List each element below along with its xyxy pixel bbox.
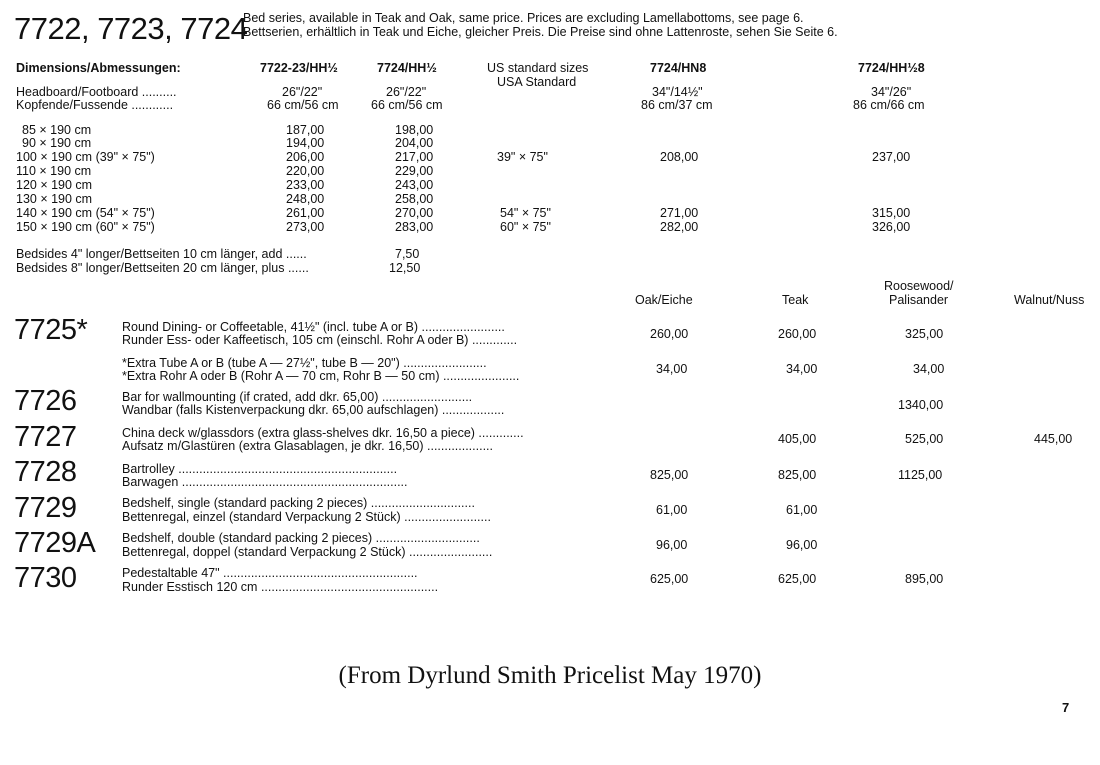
price-oak: 61,00 (656, 503, 688, 517)
bed-price-d: 326,00 (872, 220, 911, 234)
item-desc-de: Bettenregal, doppel (standard Verpackung 2 Stück) ........................ (122, 545, 493, 559)
price-rosewood: 895,00 (905, 572, 944, 586)
header-line-en: Bed series, available in Teak and Oak, same price. Prices are excluding Lamellabottoms, see page 6. (243, 11, 804, 25)
item-desc-en: Bar for wallmounting (if crated, add dkr. 65,00) .......................... (122, 390, 473, 404)
bed-size: 120 × 190 cm (16, 178, 93, 192)
bed-us-size: 54" × 75" (500, 206, 551, 220)
us-sizes-header: US standard sizes (487, 61, 589, 75)
bedsides-8-price: 12,50 (389, 261, 421, 275)
kopfende-d: 86 cm/66 cm (853, 98, 925, 112)
bed-price-a: 220,00 (286, 164, 325, 178)
oak-header: Oak/Eiche (635, 293, 693, 307)
item-desc-de: Aufsatz m/Glastüren (extra Glasablagen, je dkr. 16,50) ................... (122, 439, 493, 453)
headboard-c: 34"/14½" (652, 85, 703, 99)
bed-price-b: 198,00 (395, 123, 434, 137)
bed-price-b: 204,00 (395, 136, 434, 150)
rosewood-header: Roosewood/ (884, 279, 954, 293)
bedsides-8-label: Bedsides 8" longer/Bettseiten 20 cm länger, plus ...... (16, 261, 309, 275)
item-number: 7725* (14, 314, 88, 346)
col-7724hh8-header: 7724/HH½8 (858, 61, 925, 75)
item-number: 7728 (14, 456, 77, 488)
item-desc-de: Wandbar (falls Kistenverpackung dkr. 65,00 aufschlagen) .................. (122, 403, 505, 417)
bed-price-b: 243,00 (395, 178, 434, 192)
item-desc-de: Bettenregal, einzel (standard Verpackung 2 Stück) ......................... (122, 510, 491, 524)
price-teak: 96,00 (786, 538, 818, 552)
item-desc-de: *Extra Rohr A oder B (Rohr A — 70 cm, Rohr B — 50 cm) ...................... (122, 369, 520, 383)
bed-price-a: 206,00 (286, 150, 325, 164)
price-teak: 34,00 (786, 362, 818, 376)
bed-price-c: 282,00 (660, 220, 699, 234)
price-teak: 625,00 (778, 572, 817, 586)
price-teak: 825,00 (778, 468, 817, 482)
price-oak: 34,00 (656, 362, 688, 376)
headboard-a: 26"/22" (282, 85, 323, 99)
item-desc-en: China deck w/glassdors (extra glass-shelves dkr. 16,50 a piece) ............. (122, 426, 524, 440)
bed-price-a: 248,00 (286, 192, 325, 206)
headboard-d: 34"/26" (871, 85, 912, 99)
bed-size: 100 × 190 cm (39" × 75") (16, 150, 155, 164)
price-oak: 96,00 (656, 538, 688, 552)
usa-standard-header: USA Standard (497, 75, 577, 89)
price-oak: 260,00 (650, 327, 689, 341)
item-desc-de: Runder Ess- oder Kaffeetisch, 105 cm (einschl. Rohr A oder B) ............. (122, 333, 518, 347)
kopfende-a: 66 cm/56 cm (267, 98, 339, 112)
col-7724hn8-header: 7724/HN8 (650, 61, 707, 75)
bed-price-b: 258,00 (395, 192, 434, 206)
bed-size: 85 × 190 cm (22, 123, 92, 137)
kopfende-b: 66 cm/56 cm (371, 98, 443, 112)
bed-price-c: 271,00 (660, 206, 699, 220)
price-rosewood: 325,00 (905, 327, 944, 341)
bed-price-c: 208,00 (660, 150, 699, 164)
item-desc-en: Bartrolley ............................................................... (122, 462, 398, 476)
bedsides-4-price: 7,50 (395, 247, 420, 261)
item-desc-en: *Extra Tube A or B (tube A — 27½", tube B — 20") ........................ (122, 356, 487, 370)
bed-price-b: 270,00 (395, 206, 434, 220)
bed-size: 150 × 190 cm (60" × 75") (16, 220, 155, 234)
headboard-label: Headboard/Footboard .......... (16, 85, 177, 99)
bed-price-b: 283,00 (395, 220, 434, 234)
price-walnut: 445,00 (1034, 432, 1073, 446)
bed-price-a: 273,00 (286, 220, 325, 234)
price-oak: 825,00 (650, 468, 689, 482)
price-teak: 61,00 (786, 503, 818, 517)
bed-size: 110 × 190 cm (16, 164, 92, 178)
bed-price-a: 233,00 (286, 178, 325, 192)
item-number: 7726 (14, 385, 77, 417)
bed-price-b: 217,00 (395, 150, 434, 164)
price-rosewood: 525,00 (905, 432, 944, 446)
item-number: 7730 (14, 562, 77, 594)
price-teak: 405,00 (778, 432, 817, 446)
price-teak: 260,00 (778, 327, 817, 341)
col-7722-header: 7722-23/HH½ (260, 61, 338, 75)
page-number: 7 (1062, 700, 1070, 715)
bed-price-d: 237,00 (872, 150, 911, 164)
bed-size: 130 × 190 cm (16, 192, 93, 206)
bed-price-d: 315,00 (872, 206, 911, 220)
kopfende-c: 86 cm/37 cm (641, 98, 713, 112)
price-rosewood: 34,00 (913, 362, 945, 376)
bed-size: 140 × 190 cm (54" × 75") (16, 206, 155, 220)
item-desc-en: Bedshelf, single (standard packing 2 pieces) .............................. (122, 496, 475, 510)
price-rosewood: 1340,00 (898, 398, 944, 412)
source-caption: (From Dyrlund Smith Pricelist May 1970) (338, 662, 762, 689)
item-desc-en: Pedestaltable 47" ........................................................ (122, 566, 418, 580)
item-desc-en: Round Dining- or Coffeetable, 41½" (incl. tube A or B) ........................ (122, 320, 505, 334)
header-line-de: Bettserien, erhältlich in Teak und Eiche, gleicher Preis. Die Preise sind ohne Lattenroste, sehen Sie Seite 6. (243, 25, 838, 39)
item-desc-de: Runder Esstisch 120 cm ................................................... (122, 580, 439, 594)
bedsides-4-label: Bedsides 4" longer/Bettseiten 10 cm länger, add ...... (16, 247, 307, 261)
dimensions-label: Dimensions/Abmessungen: (16, 61, 181, 75)
item-number: 7727 (14, 421, 77, 453)
item-number: 7729 (14, 492, 77, 524)
item-desc-en: Bedshelf, double (standard packing 2 pieces) .............................. (122, 531, 480, 545)
bed-us-size: 60" × 75" (500, 220, 551, 234)
bed-price-a: 187,00 (286, 123, 325, 137)
price-oak: 625,00 (650, 572, 689, 586)
headboard-b: 26"/22" (386, 85, 427, 99)
bed-price-a: 194,00 (286, 136, 325, 150)
models-heading: 7722, 7723, 7724 (14, 11, 248, 46)
price-rosewood: 1125,00 (898, 468, 943, 482)
teak-header: Teak (782, 293, 809, 307)
kopfende-label: Kopfende/Fussende ............ (16, 98, 174, 112)
item-desc-de: Barwagen ................................................................. (122, 475, 408, 489)
palisander-header: Palisander (889, 293, 949, 307)
col-7724hh-header: 7724/HH½ (377, 61, 437, 75)
bed-us-size: 39" × 75" (497, 150, 548, 164)
walnut-header: Walnut/Nuss (1014, 293, 1085, 307)
bed-price-b: 229,00 (395, 164, 434, 178)
bed-price-a: 261,00 (286, 206, 325, 220)
item-number: 7729A (14, 527, 96, 559)
bed-size: 90 × 190 cm (22, 136, 92, 150)
